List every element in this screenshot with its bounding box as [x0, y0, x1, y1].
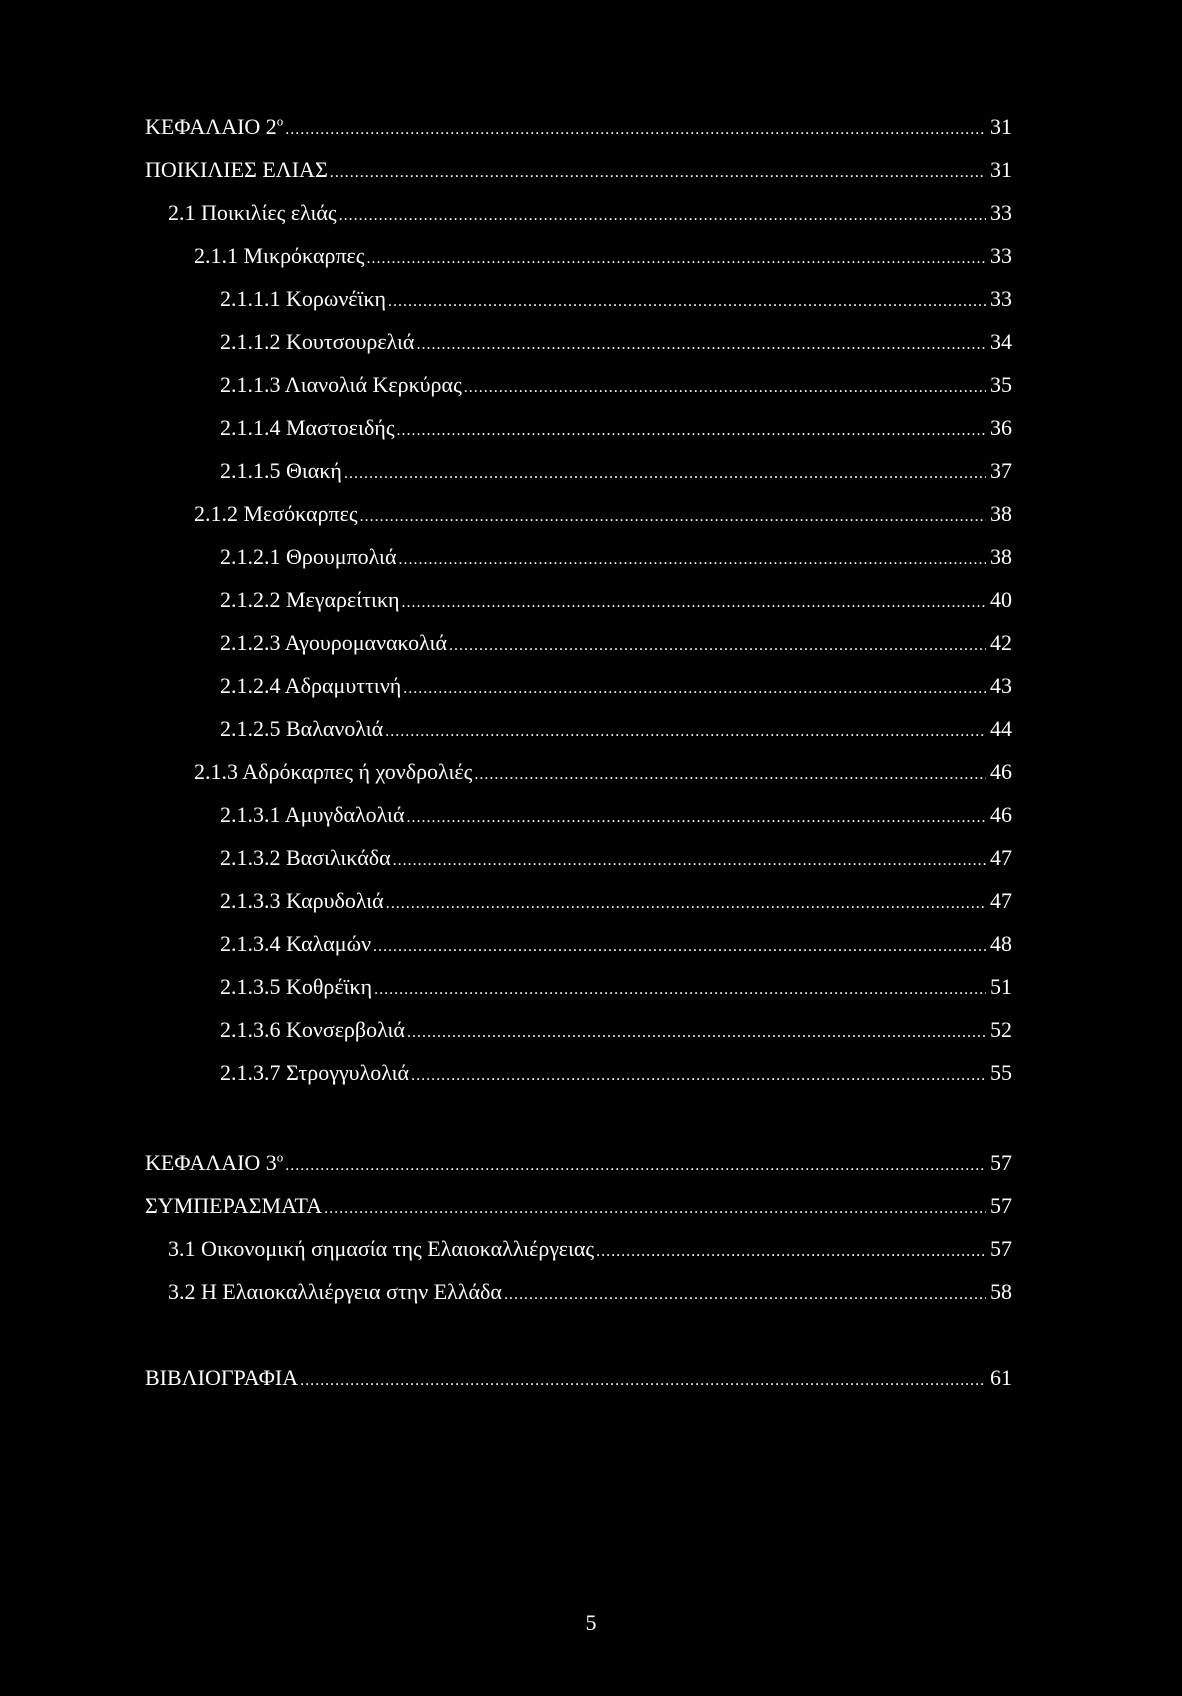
- dot-leader: [407, 803, 987, 833]
- toc-entry-page: 35: [990, 372, 1012, 397]
- toc-entry-label: ΒΙΒΛΙΟΓΡΑΦΙΑ: [145, 1365, 299, 1390]
- dot-leader: [403, 674, 986, 704]
- dot-leader: [373, 932, 986, 962]
- toc-entry[interactable]: [220, 456, 1012, 486]
- dot-leader: [402, 588, 986, 618]
- dot-leader: [464, 373, 986, 403]
- toc-entry[interactable]: [220, 671, 1012, 701]
- toc-entry-label: 2.1.3.6 Κονσερβολιά: [220, 1017, 405, 1042]
- toc-entry-page: 57: [990, 1236, 1012, 1261]
- toc-entry[interactable]: [145, 1148, 1012, 1178]
- toc-entry-page: 36: [990, 415, 1012, 440]
- toc-entry[interactable]: [168, 198, 1012, 228]
- dot-leader: [504, 1280, 986, 1310]
- toc-entry-label: ΠΟΙΚΙΛΙΕΣ ΕΛΙΑΣ: [145, 157, 328, 182]
- dot-leader: [388, 287, 986, 317]
- toc-entry-page: 52: [990, 1017, 1012, 1042]
- toc-entry[interactable]: [220, 843, 1012, 873]
- toc-entry[interactable]: [220, 714, 1012, 744]
- dot-leader: [399, 545, 986, 575]
- toc-entry-page: 55: [990, 1060, 1012, 1085]
- dot-leader: [360, 502, 986, 532]
- toc-entry[interactable]: [220, 886, 1012, 916]
- dot-leader: [449, 631, 986, 661]
- toc-entry[interactable]: [220, 585, 1012, 615]
- toc-entry[interactable]: [220, 1015, 1012, 1045]
- dot-leader: [374, 975, 986, 1005]
- toc-entry-label: 2.1.2.3 Αγουρομανακολιά: [220, 630, 447, 655]
- toc-entry-page: 33: [990, 200, 1012, 225]
- toc-entry-page: 31: [990, 114, 1012, 139]
- dot-leader: [385, 717, 986, 747]
- toc-entry-label: 2.1.2.2 Μεγαρείτικη: [220, 587, 400, 612]
- toc-entry-page: 51: [990, 974, 1012, 999]
- toc-entry[interactable]: [168, 1277, 1012, 1307]
- toc-entry[interactable]: [220, 1058, 1012, 1088]
- toc-entry-page: 42: [990, 630, 1012, 655]
- toc-entry[interactable]: [194, 499, 1012, 529]
- toc-entry-label: 2.1.3.5 Κοθρέϊκη: [220, 974, 373, 999]
- toc-entry-label: 2.1.3 Αδρόκαρπες ή χονδρολιές: [194, 759, 473, 784]
- toc-entry[interactable]: [220, 628, 1012, 658]
- toc-entry[interactable]: [145, 1363, 1012, 1393]
- toc-entry-page: 48: [990, 931, 1012, 956]
- toc-entry[interactable]: [194, 241, 1012, 271]
- dot-leader: [416, 330, 986, 360]
- toc-entry-page: 57: [990, 1150, 1012, 1175]
- toc-entry-label: 2.1.3.7 Στρογγυλολιά: [220, 1060, 410, 1085]
- toc-entry-label: 2.1.1.3 Λιανολιά Κερκύρας: [220, 372, 462, 397]
- toc-entry-label: 2.1 Ποικιλίες ελιάς: [168, 200, 337, 225]
- toc-entry-label: 3.2 Η Ελαιοκαλλιέργεια στην Ελλάδα: [168, 1279, 502, 1304]
- toc-entry-page: 46: [990, 759, 1012, 784]
- toc-entry-label: 2.1.1 Μικρόκαρπες: [194, 243, 365, 268]
- dot-leader: [393, 846, 986, 876]
- toc-entry-page: 33: [990, 286, 1012, 311]
- dot-leader: [324, 1194, 986, 1224]
- toc-entry-label: 2.1.3.1 Αμυγδαλολιά: [220, 802, 405, 827]
- toc-entry[interactable]: [220, 929, 1012, 959]
- toc-entry[interactable]: [220, 972, 1012, 1002]
- toc-entry-page: 47: [990, 845, 1012, 870]
- dot-leader: [344, 459, 986, 489]
- toc-entry[interactable]: [145, 1191, 1012, 1221]
- toc-entry[interactable]: [220, 284, 1012, 314]
- toc-entry-label: 2.1.2.4 Αδραμυττινή: [220, 673, 402, 698]
- dot-leader: [285, 115, 986, 145]
- toc-entry-page: 33: [990, 243, 1012, 268]
- toc-entry[interactable]: [145, 112, 1012, 142]
- dot-leader: [596, 1237, 986, 1267]
- dot-leader: [407, 1018, 986, 1048]
- toc-entry-page: 43: [990, 673, 1012, 698]
- page-number: 5: [585, 1610, 597, 1635]
- toc-entry[interactable]: [220, 370, 1012, 400]
- toc-entry-label: ΣΥΜΠΕΡΑΣΜΑΤΑ: [145, 1193, 323, 1218]
- dot-leader: [285, 1151, 986, 1181]
- toc-entry-page: 58: [990, 1279, 1012, 1304]
- toc-entry[interactable]: [220, 413, 1012, 443]
- dot-leader: [367, 244, 987, 274]
- dot-leader: [397, 416, 986, 446]
- toc-entry[interactable]: [220, 800, 1012, 830]
- dot-leader: [339, 201, 986, 231]
- toc-entry-page: 34: [990, 329, 1012, 354]
- toc-entry-label: 2.1.3.4 Καλαμών: [220, 931, 372, 956]
- toc-entry-page: 46: [990, 802, 1012, 827]
- toc-entry-label: 2.1.3.3 Καρυδολιά: [220, 888, 384, 913]
- toc-entry-page: 57: [990, 1193, 1012, 1218]
- toc-entry-label: 2.1.2.5 Βαλανολιά: [220, 716, 384, 741]
- toc-entry[interactable]: [194, 757, 1012, 787]
- toc-entry-page: 37: [990, 458, 1012, 483]
- toc-entry-label: 2.1.2.1 Θρουμπολιά: [220, 544, 397, 569]
- dot-leader: [411, 1061, 986, 1091]
- toc-entry[interactable]: [220, 542, 1012, 572]
- toc-entry-label: 2.1.1.5 Θιακή: [220, 458, 342, 483]
- dot-leader: [330, 158, 986, 188]
- toc-entry-page: 38: [990, 501, 1012, 526]
- dot-leader: [386, 889, 986, 919]
- toc-entry-label: 2.1.2 Μεσόκαρπες: [194, 501, 358, 526]
- toc-entry-label: 2.1.1.4 Μαστοειδής: [220, 415, 395, 440]
- toc-entry-label: ΚΕΦΑΛΑΙΟ $3^o$: [145, 1149, 284, 1175]
- toc-entry-page: 47: [990, 888, 1012, 913]
- toc-entry[interactable]: [220, 327, 1012, 357]
- toc-entry-page: 61: [990, 1365, 1012, 1390]
- toc-entry[interactable]: [168, 1234, 1012, 1264]
- dot-leader: [474, 760, 986, 790]
- toc-entry-page: 31: [990, 157, 1012, 182]
- toc-entry-label: 2.1.1.2 Κουτσουρελιά: [220, 329, 415, 354]
- dot-leader: [300, 1366, 986, 1396]
- toc-entry-label: 2.1.1.1 Κορωνέϊκη: [220, 286, 387, 311]
- toc-entry-page: 38: [990, 544, 1012, 569]
- toc-entry-page: 40: [990, 587, 1012, 612]
- toc-entry[interactable]: [145, 155, 1012, 185]
- toc-entry-label: 2.1.3.2 Βασιλικάδα: [220, 845, 391, 870]
- toc-entry-page: 44: [990, 716, 1012, 741]
- toc-entry-label: ΚΕΦΑΛΑΙΟ $2^o$: [145, 113, 284, 139]
- toc-entry-label: 3.1 Οικονομική σημασία της Ελαιοκαλλιέργειας: [168, 1236, 595, 1261]
